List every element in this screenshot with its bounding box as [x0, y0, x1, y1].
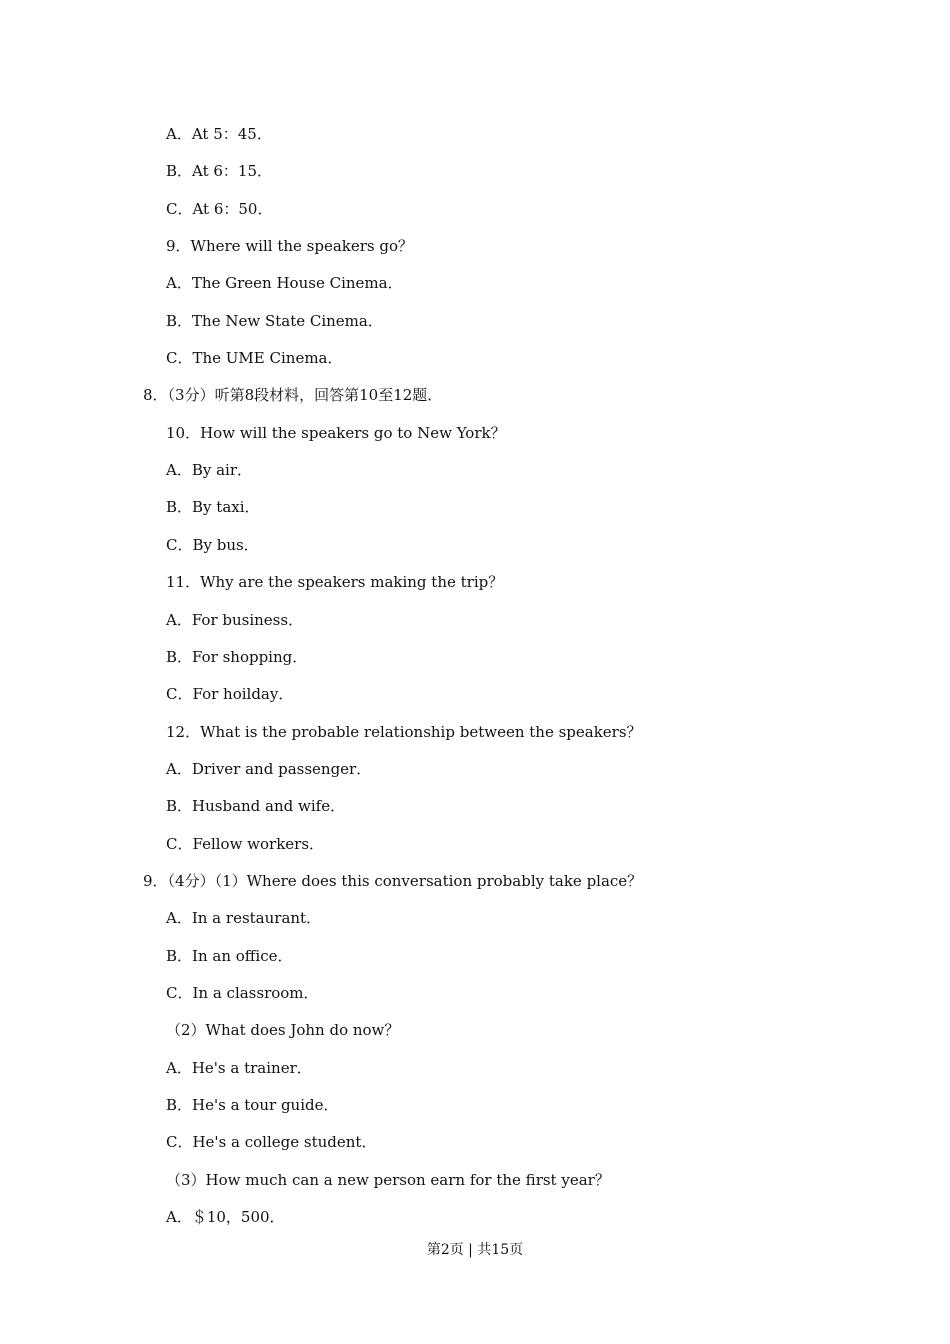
section-heading: 9．（4分）（1）Where does this conversation probably take place？ — [143, 872, 643, 890]
section-heading: 8．（3分）听第8段材料，回答第10至12题． — [143, 386, 443, 404]
option-line: A．At 5：45． — [166, 125, 272, 143]
option-line: A．The Green House Cinema． — [166, 274, 403, 292]
option-line: C．In a classroom． — [166, 984, 319, 1002]
option-line: C．By bus． — [166, 536, 259, 554]
option-line: A．By air． — [166, 461, 253, 479]
option-line: B．Husband and wife． — [166, 797, 346, 815]
option-line: C．The UME Cinema． — [166, 349, 343, 367]
option-line: A．＄10，500． — [166, 1208, 285, 1226]
option-line: B．The New State Cinema． — [166, 312, 383, 330]
option-line: C．Fellow workers． — [166, 835, 325, 853]
question-line: （2）What does John do now？ — [166, 1021, 400, 1039]
option-line: A．Driver and passenger． — [166, 760, 372, 778]
option-line: B．In an office． — [166, 947, 293, 965]
question-line: 11．Why are the speakers making the trip？ — [166, 573, 504, 591]
option-line: A．In a restaurant． — [166, 909, 322, 927]
option-line: C．He's a college student． — [166, 1133, 377, 1151]
question-line: 10．How will the speakers go to New York？ — [166, 424, 506, 442]
option-line: B．For shopping． — [166, 648, 308, 666]
question-line: 12．What is the probable relationship between the speakers？ — [166, 723, 642, 741]
question-line: 9．Where will the speakers go？ — [166, 237, 414, 255]
option-line: B．At 6：15． — [166, 162, 273, 180]
page-footer: 第2页 | 共15页 — [426, 1242, 524, 1258]
option-line: A．For business． — [166, 611, 304, 629]
question-line: （3）How much can a new person earn for the first year？ — [166, 1171, 610, 1189]
option-line: C．At 6：50． — [166, 200, 273, 218]
option-line: C．For hoilday． — [166, 685, 294, 703]
option-line: A．He's a trainer． — [166, 1059, 312, 1077]
option-line: B．He's a tour guide． — [166, 1096, 339, 1114]
option-line: B．By taxi． — [166, 498, 260, 516]
